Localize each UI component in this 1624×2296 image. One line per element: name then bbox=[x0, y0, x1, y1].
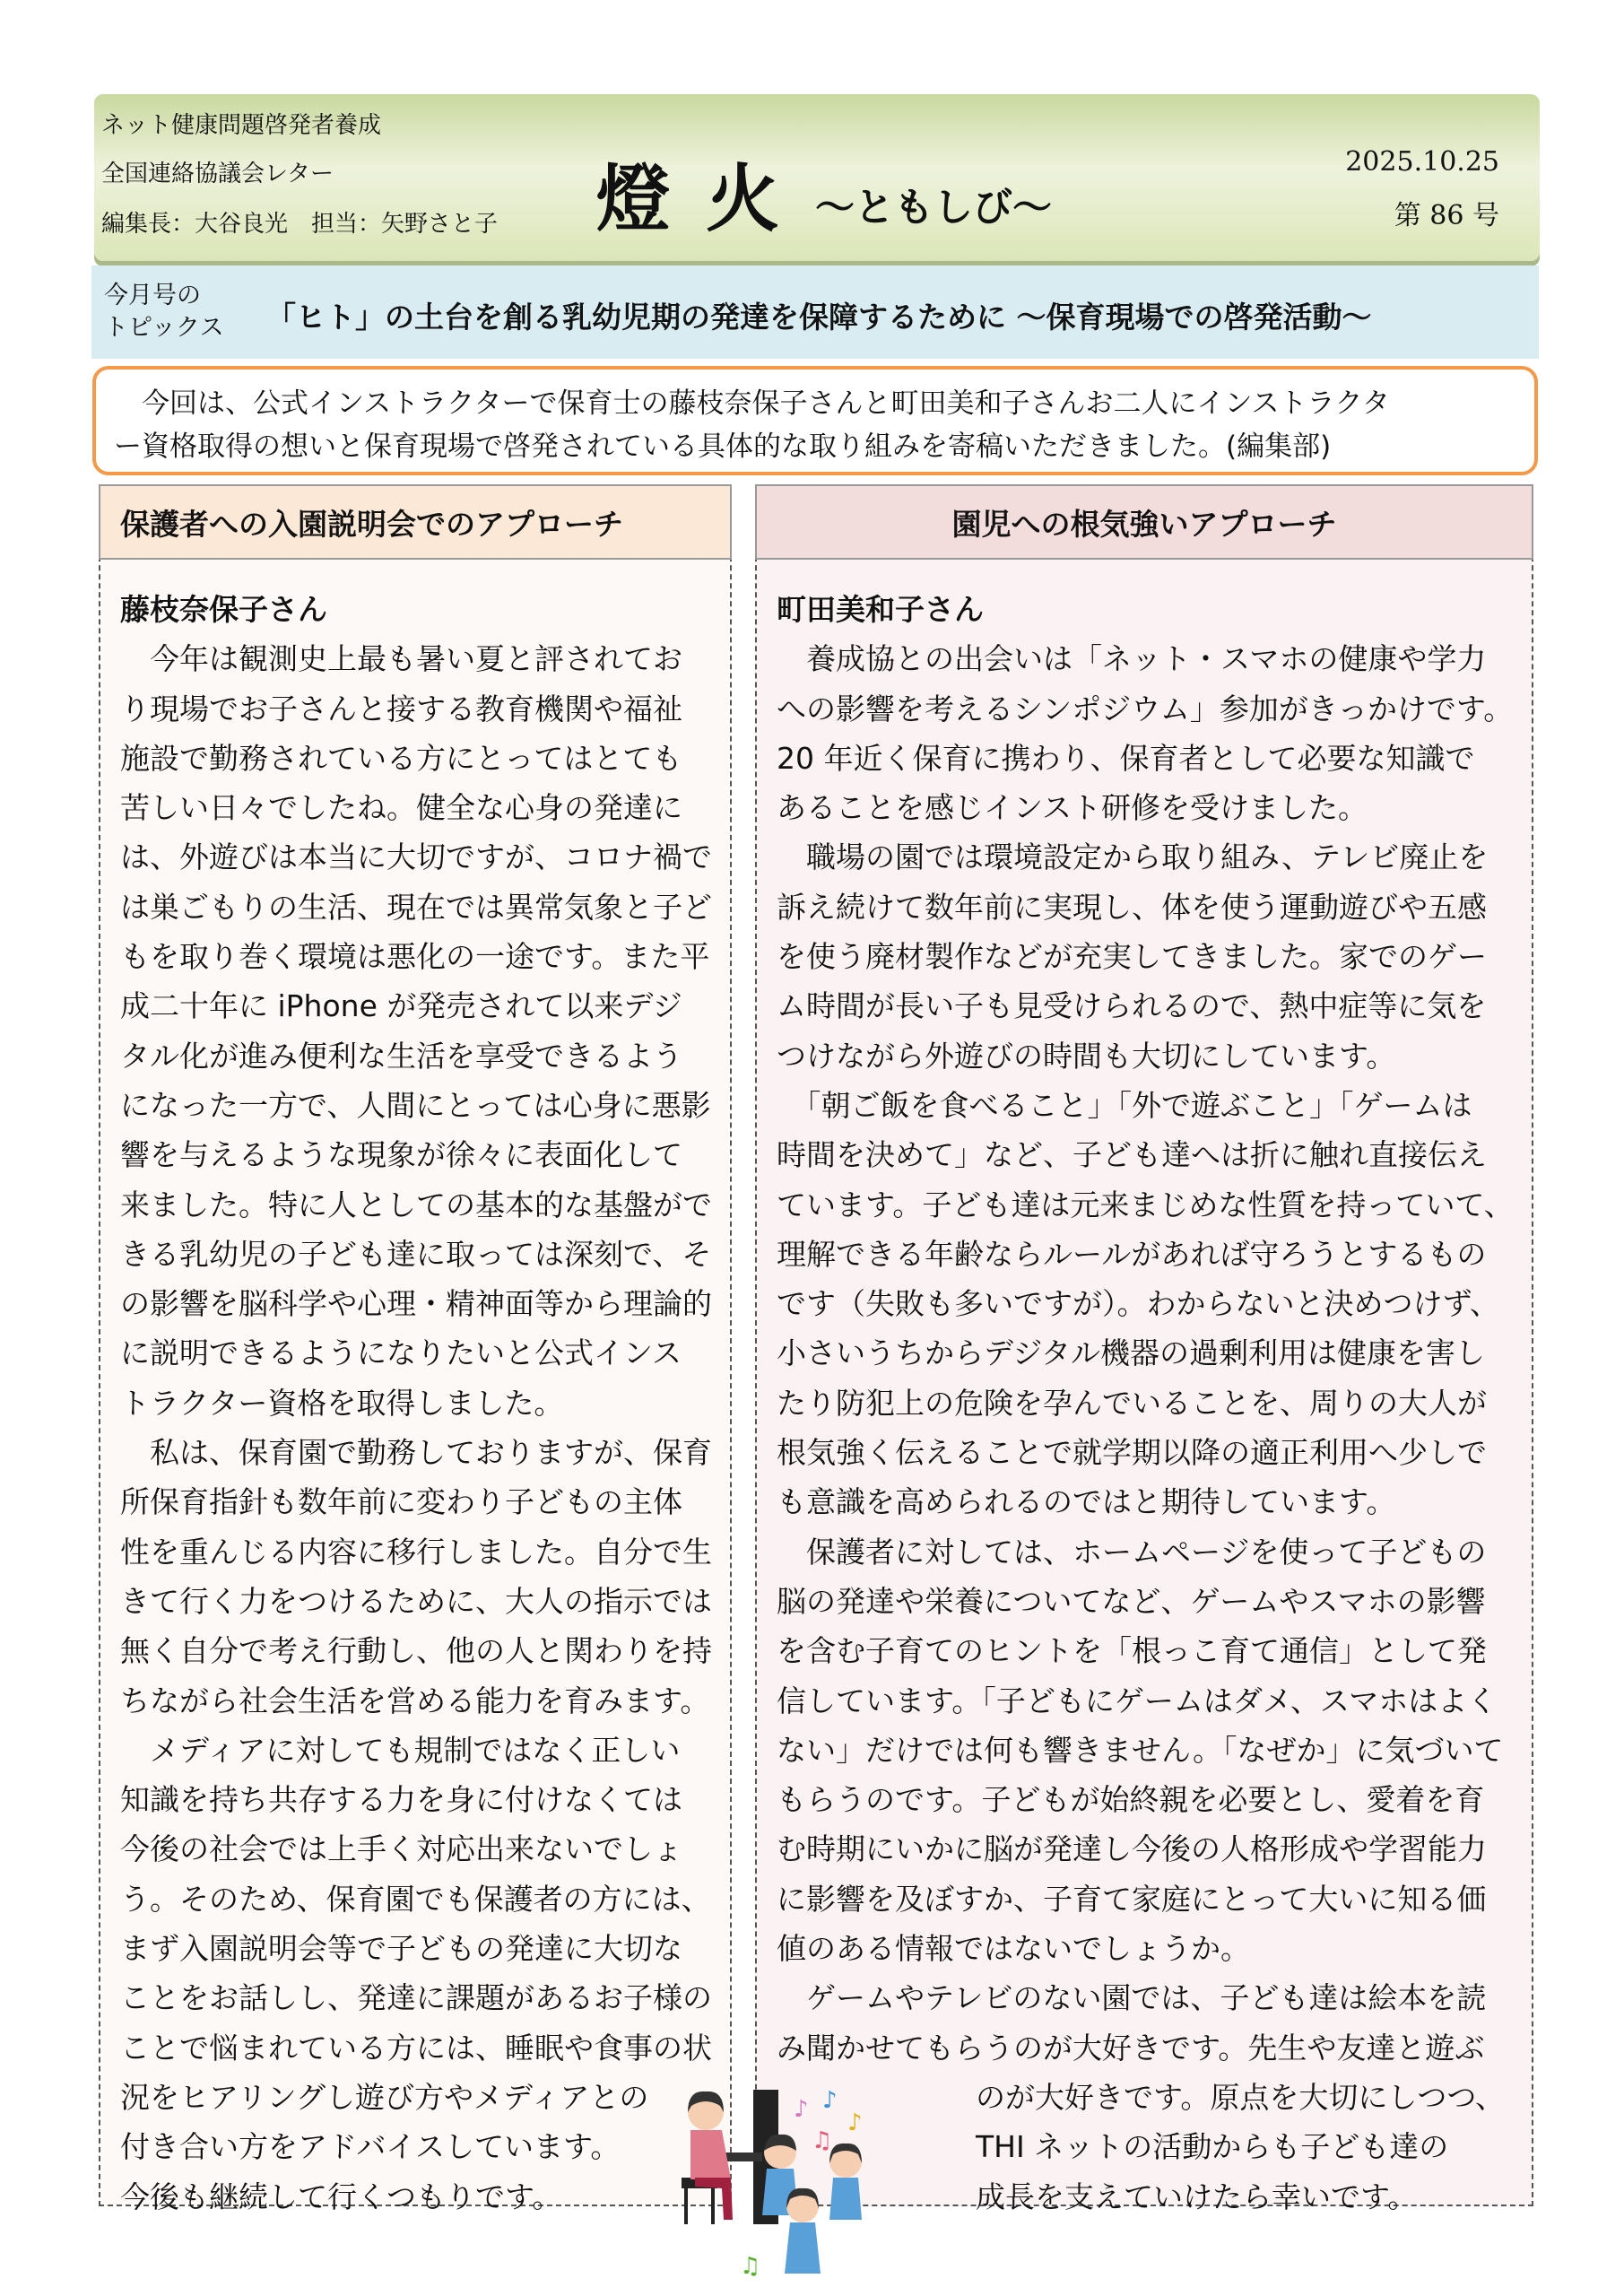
music-note-icon: ♫ bbox=[812, 2127, 833, 2154]
text-line: になった一方で、人間にとっては心身に悪影 bbox=[120, 1087, 711, 1123]
text-line: 今後の社会では上手く対応出来ないでしょ bbox=[120, 1831, 682, 1867]
text-line: 成長を支えていけたら幸いです。 bbox=[976, 2179, 1418, 2214]
text-line: のが大好きです。原点を大切にしつつ、 bbox=[976, 2079, 1506, 2115]
text-line: を含む子育てのヒントを「根っこ育て通信」として発 bbox=[777, 1633, 1487, 1669]
right-author: 町田美和子さん bbox=[777, 592, 984, 627]
editors: 編集長：大谷良光 担当：矢野さと子 bbox=[101, 210, 499, 237]
issue-number: 第 86 号 bbox=[1394, 200, 1499, 231]
text-line: 付き合い方をアドバイスしています。 bbox=[120, 2129, 621, 2165]
text-line: は巣ごもりの生活、現在では異常気象と子ど bbox=[120, 889, 712, 925]
text-line: 成二十年に iPhone が発売されて以来デジ bbox=[120, 988, 682, 1024]
text-line: 20 年近く保育に携わり、保育者として必要な知識で bbox=[777, 740, 1475, 776]
text-line: 保護者に対しては、ホームページを使って子どもの bbox=[777, 1534, 1487, 1570]
left-heading: 保護者への入園説明会でのアプローチ bbox=[99, 484, 732, 560]
text-line: ちながら社会生活を営める能力を育みます。 bbox=[120, 1683, 710, 1718]
text-line: 値のある情報ではないでしょうか。 bbox=[777, 1931, 1250, 1967]
topics-band bbox=[91, 265, 1539, 359]
text-line: に説明できるようになりたいと公式インス bbox=[120, 1335, 682, 1371]
intro-box bbox=[92, 366, 1538, 475]
text-line: り現場でお子さんと接する教育機関や福祉 bbox=[120, 691, 682, 726]
music-note-icon: ♫ bbox=[740, 2253, 761, 2280]
text-line: 小さいうちからデジタル機器の過剰利用は健康を害し bbox=[777, 1335, 1486, 1371]
text-line: ことで悩まれている方には、睡眠や食事の状 bbox=[120, 2030, 712, 2066]
text-line: タル化が進み便利な生活を享受できるよう bbox=[120, 1038, 682, 1074]
org-line-2: 全国連絡協議会レター bbox=[101, 160, 334, 187]
topics-label-2: トピックス bbox=[104, 314, 224, 342]
text-line: は、外遊びは本当に大切ですが、コロナ禍で bbox=[120, 839, 712, 875]
newsletter-title bbox=[596, 141, 1052, 246]
text-line: 性を重んじる内容に移行しました。自分で生 bbox=[120, 1534, 712, 1570]
text-line: み聞かせてもらうのが大好きです。先生や友達と遊ぶ bbox=[777, 2030, 1485, 2066]
text-line: 来ました。特に人としての基本的な基盤がで bbox=[120, 1187, 712, 1222]
text-line: たり防犯上の危険を孕んでいることを、周りの大人が bbox=[777, 1385, 1487, 1421]
text-line: 脳の発達や栄養についてなど、ゲームやスマホの影響 bbox=[777, 1583, 1486, 1619]
text-line: ない」だけでは何も響きません。「なぜか」に気づいて bbox=[777, 1732, 1504, 1768]
text-line: 無く自分で考え行動し、他の人と関わりを持 bbox=[120, 1633, 712, 1669]
title-sub: 〜ともしび〜 bbox=[815, 185, 1053, 230]
left-column bbox=[99, 484, 732, 2214]
right-body bbox=[757, 560, 1532, 2222]
music-note-icon: ♪ bbox=[847, 2109, 863, 2136]
text-line: 訴え続けて数年前に実現し、体を使う運動遊びや五感 bbox=[777, 889, 1487, 925]
piano-children-illustration bbox=[668, 2081, 937, 2296]
text-line: 根気強く伝えることで就学期以降の適正利用へ少しで bbox=[777, 1435, 1487, 1471]
text-line: を使う廃材製作などが充実してきました。家でのゲー bbox=[777, 939, 1487, 975]
text-line: 信しています。「子どもにゲームはダメ、スマホはよく bbox=[777, 1683, 1498, 1718]
text-line: への影響を考えるシンポジウム」参加がきっかけです。 bbox=[777, 691, 1514, 726]
music-note-icon: ♪ bbox=[794, 2096, 809, 2123]
text-line: 「朝ご飯を食べること」「外で遊ぶこと」「ゲームは bbox=[777, 1087, 1472, 1123]
text-line: ム時間が長い子も見受けられるので、熱中症等に気を bbox=[777, 988, 1487, 1024]
issue-date: 2025.10.25 bbox=[1345, 146, 1499, 178]
music-note-icon: ♪ bbox=[822, 2087, 838, 2114]
text-line: もらうのです。子どもが始終親を必要とし、愛着を育 bbox=[777, 1782, 1485, 1818]
text-line: つけながら外遊びの時間も大切にしています。 bbox=[777, 1038, 1396, 1074]
topics-label-1: 今月号の bbox=[104, 282, 201, 309]
right-heading: 園児への根気強いアプローチ bbox=[755, 484, 1533, 560]
left-body bbox=[100, 560, 730, 2222]
text-line: 況をヒアリングし遊び方やメディアとの bbox=[120, 2079, 649, 2115]
text-line: 時間を決めて」など、子ども達へは折に触れ直接伝え bbox=[777, 1137, 1487, 1173]
title-main: 燈火 bbox=[596, 156, 816, 242]
text-line: 施設で勤務されている方にとってはとても bbox=[120, 740, 682, 776]
org-line-1: ネット健康問題啓発者養成 bbox=[101, 111, 382, 138]
text-line: 知識を持ち共存する力を身に付けなくては bbox=[120, 1782, 682, 1818]
masthead bbox=[94, 94, 1540, 261]
text-line: 養成協との出会いは「ネット・スマホの健康や学力 bbox=[777, 641, 1487, 677]
text-line: ています。子ども達は元来まじめな性質を持っていて、 bbox=[777, 1187, 1514, 1222]
text-line: 所保育指針も数年前に変わり子どもの主体 bbox=[120, 1484, 682, 1520]
text-line: きて行く力をつけるために、大人の指示では bbox=[120, 1583, 712, 1619]
text-line: THI ネットの活動からも子ども達の bbox=[976, 2129, 1449, 2165]
text-line: う。そのため、保育園でも保護者の方には、 bbox=[120, 1881, 711, 1917]
text-line: きる乳幼児の子ども達に取っては深刻で、そ bbox=[120, 1236, 712, 1272]
intro-line: 今回は、公式インストラクターで保育士の藤枝奈保子さんと町田美和子さんお二人にインストラクタ bbox=[114, 387, 1390, 420]
text-line: 今年は観測史上最も暑い夏と評されてお bbox=[120, 641, 682, 677]
text-line: です（失敗も多いですが）。わからないと決めつけず、 bbox=[777, 1286, 1499, 1322]
text-line: 私は、保育園で勤務しておりますが、保育 bbox=[120, 1435, 712, 1471]
text-line: もを取り巻く環境は悪化の一途です。また平 bbox=[120, 939, 710, 975]
text-line: む時期にいかに脳が発達し今後の人格形成や学習能力 bbox=[777, 1831, 1487, 1867]
topic-title: 「ヒト」の土台を創る乳幼児期の発達を保障するために 〜保育現場での啓発活動〜 bbox=[266, 300, 1372, 335]
intro-line: ー資格取得の想いと保育現場で啓発されている具体的な取り組みを寄稿いただきました。(編集部) bbox=[114, 430, 1332, 463]
text-line: トラクター資格を取得しました。 bbox=[120, 1385, 564, 1421]
text-line: まず入園説明会等で子どもの発達に大切な bbox=[120, 1931, 682, 1967]
topics-label bbox=[104, 280, 224, 344]
text-line: 苦しい日々でしたね。健全な心身の発達に bbox=[120, 790, 682, 826]
text-line: 職場の園では環境設定から取り組み、テレビ廃止を bbox=[777, 839, 1489, 875]
text-line: に影響を及ぼすか、子育て家庭にとって大いに知る価 bbox=[777, 1881, 1487, 1917]
text-line: の影響を脳科学や心理・精神面等から理論的 bbox=[120, 1286, 712, 1322]
text-line: も意識を高められるのではと期待しています。 bbox=[777, 1484, 1396, 1520]
left-author: 藤枝奈保子さん bbox=[120, 592, 327, 627]
right-column bbox=[755, 484, 1533, 2214]
text-line: あることを感じインスト研修を受けました。 bbox=[777, 790, 1368, 826]
text-line: 響を与えるような現象が徐々に表面化して bbox=[120, 1137, 682, 1173]
text-line: 今後も継続して行くつもりです。 bbox=[120, 2179, 562, 2214]
text-line: メディアに対しても規制ではなく正しい bbox=[120, 1732, 681, 1768]
text-line: ゲームやテレビのない園では、子ども達は絵本を読 bbox=[777, 1980, 1487, 2016]
text-line: ことをお話しし、発達に課題があるお子様の bbox=[120, 1980, 712, 2016]
text-line: 理解できる年齢ならルールがあれば守ろうとするもの bbox=[777, 1236, 1487, 1272]
